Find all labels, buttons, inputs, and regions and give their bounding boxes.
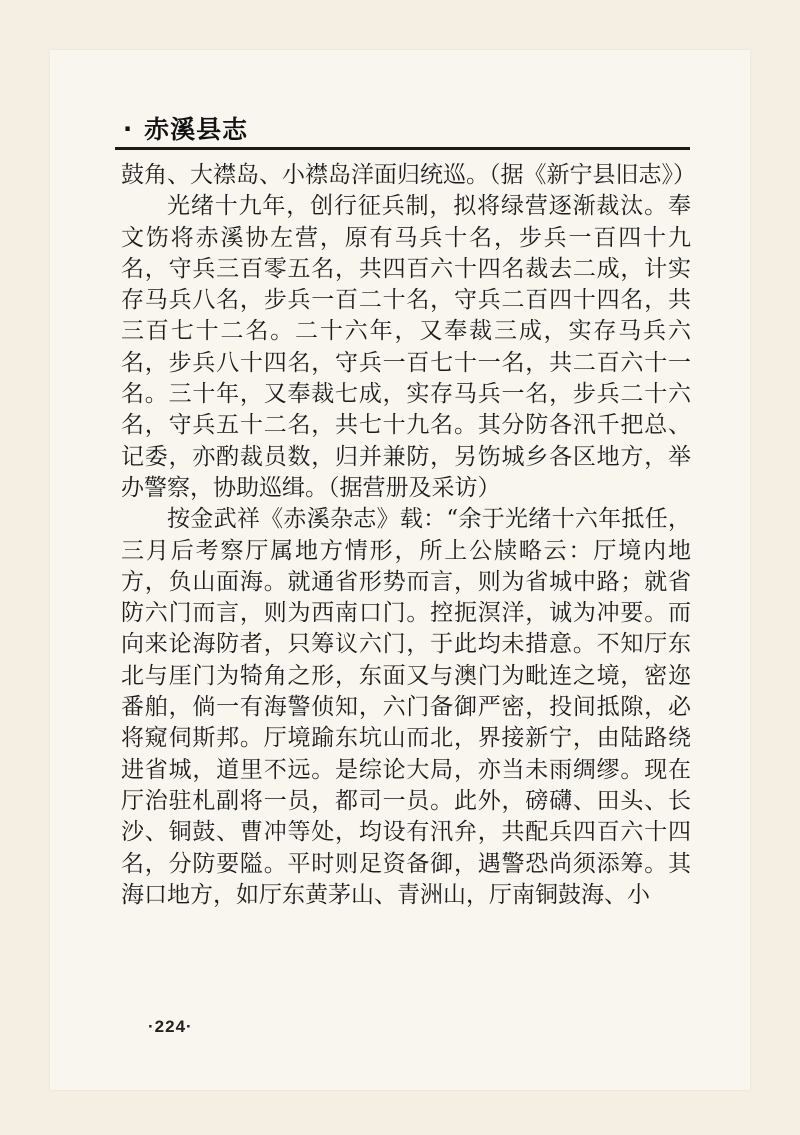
paragraph-2: 光绪十九年，创行征兵制，拟将绿营逐渐裁汰。奉文饬将赤溪协左营，原有马兵十名，步兵一百四十九名，守兵三百零五名，共四百六十四名裁去二成，计实存马兵八名，步兵一百二十名，守兵二百四十四名，共三百七十二名。二十六年，又奉裁三成，实存马兵六名，步兵八十四名，守兵一百七十一名，共二百六十一名。三十年，又奉裁七成，实存马兵一名，步兵二十六名，守兵五十二名，共七十九名。其分防各汛千把总、记委，亦酌裁员数，归并兼防，另饬城乡各区地方，举办警察，协助巡缉。（据营册及采访） [121,193,691,501]
running-header [115,111,690,150]
page-number: ·224· [148,1017,193,1036]
body-text [121,160,696,911]
paragraph-1: 鼓角、大襟岛、小襟岛洋面归统巡。（据《新宁县旧志》） [121,162,696,188]
header-bullet: · [123,115,133,143]
paragraph-3: 按金武祥《赤溪杂志》载：“余于光绪十六年抵任，三月后考察厅属地方情形，所上公牍略云：厅境内地方，负山面海。就通省形势而言，则为省城中路；就省防六门而言，则为西南口门。控扼溟洋，诚为冲要。而向来论海防者，只筹议六门，于此均未措意。不知厅东北与厓门为犄角之形，东面又与澳门为毗连之境，密迩番舶，倘一有海警侦知，六门备御严密，投间抵隙，必将窥伺斯邦。厅境踰东坑山而北，界接新宁，由陆路绕进省城，道里不远。是综论大局，亦当未雨绸缪。现在厅治驻札副将一员，都司一员。此外，磅礴、田头、长沙、铜鼓、曹冲等处，均设有汛弁，共配兵四百六十四名，分防要隘。平时则足资备御，遇警恐尚须添筹。其海口地方，如厅东黄茅山、青洲山，厅南铜鼓海、小 [121,506,691,908]
book-title: 赤溪县志 [144,114,249,144]
